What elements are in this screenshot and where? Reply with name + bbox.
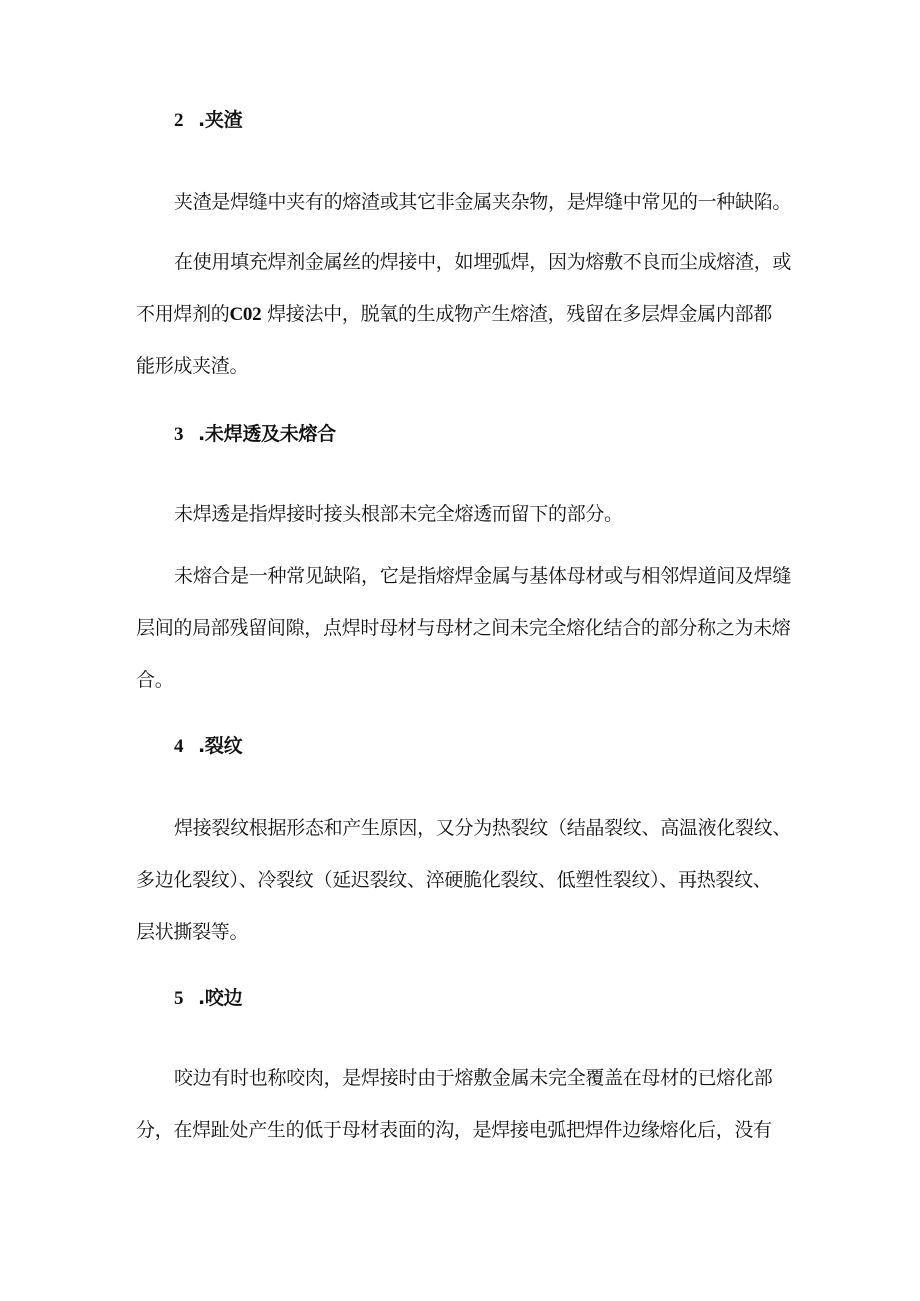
paragraph-line: 未熔合是一种常见缺陷，它是指熔焊金属与基体母材或与相邻焊道间及焊缝 xyxy=(174,565,792,587)
paragraph xyxy=(136,550,796,706)
section-title: .咬边 xyxy=(198,987,243,1009)
paragraph xyxy=(136,802,796,958)
section-heading-4 xyxy=(174,720,834,773)
paragraph-line xyxy=(136,288,796,340)
paragraph-line: 分，在焊趾处产生的低于母材表面的沟，是焊接电弧把焊件边缘熔化后，没有 xyxy=(136,1119,772,1141)
paragraph xyxy=(136,176,796,228)
paragraph-line: 层间的局部残留间隙，点焊时母材与母材之间未完全熔化结合的部分称之为未熔 xyxy=(136,617,791,639)
section-title: .裂纹 xyxy=(198,735,243,757)
paragraph-line: 咬边有时也称咬肉，是焊接时由于熔敷金属未完全覆盖在母材的已熔化部 xyxy=(174,1067,773,1089)
paragraph xyxy=(136,1052,796,1156)
section-title: .夹渣 xyxy=(198,109,243,131)
paragraph-line: 焊接裂纹根据形态和产生原因，又分为热裂纹（结晶裂纹、高温液化裂纹、 xyxy=(174,817,792,839)
paragraph xyxy=(136,236,796,392)
section-number: 5 xyxy=(174,988,184,1009)
paragraph-line: 层状撕裂等。 xyxy=(136,921,249,943)
section-title: .未焊透及未熔合 xyxy=(198,423,336,445)
paragraph-line: 未焊透是指焊接时接头根部未完全熔透而留下的部分。 xyxy=(174,503,623,525)
paragraph-line: 在使用填充焊剂金属丝的焊接中，如埋弧焊，因为熔敷不良而尘成熔渣，或 xyxy=(174,251,792,273)
section-heading-2 xyxy=(174,94,834,147)
section-number: 4 xyxy=(174,736,184,757)
paragraph xyxy=(136,488,796,540)
section-number: 2 xyxy=(174,110,184,131)
paragraph-text: 不用焊剂的 xyxy=(136,303,230,325)
paragraph-line: 多边化裂纹）、冷裂纹（延迟裂纹、淬硬脆化裂纹、低塑性裂纹）、再热裂纹、 xyxy=(136,869,772,891)
section-number: 3 xyxy=(174,424,184,445)
paragraph-text: 焊接法中，脱氧的生成物产生熔渣，残留在多层焊金属内部都 xyxy=(261,303,772,325)
paragraph-line: 合。 xyxy=(136,669,174,691)
paragraph-line: 夹渣是焊缝中夹有的熔渣或其它非金属夹杂物，是焊缝中常见的一种缺陷。 xyxy=(174,191,792,213)
section-heading-5 xyxy=(174,972,834,1025)
formula-text: C02 xyxy=(229,304,262,325)
section-heading-3 xyxy=(174,408,834,461)
paragraph-line: 能形成夹渣。 xyxy=(136,355,249,377)
